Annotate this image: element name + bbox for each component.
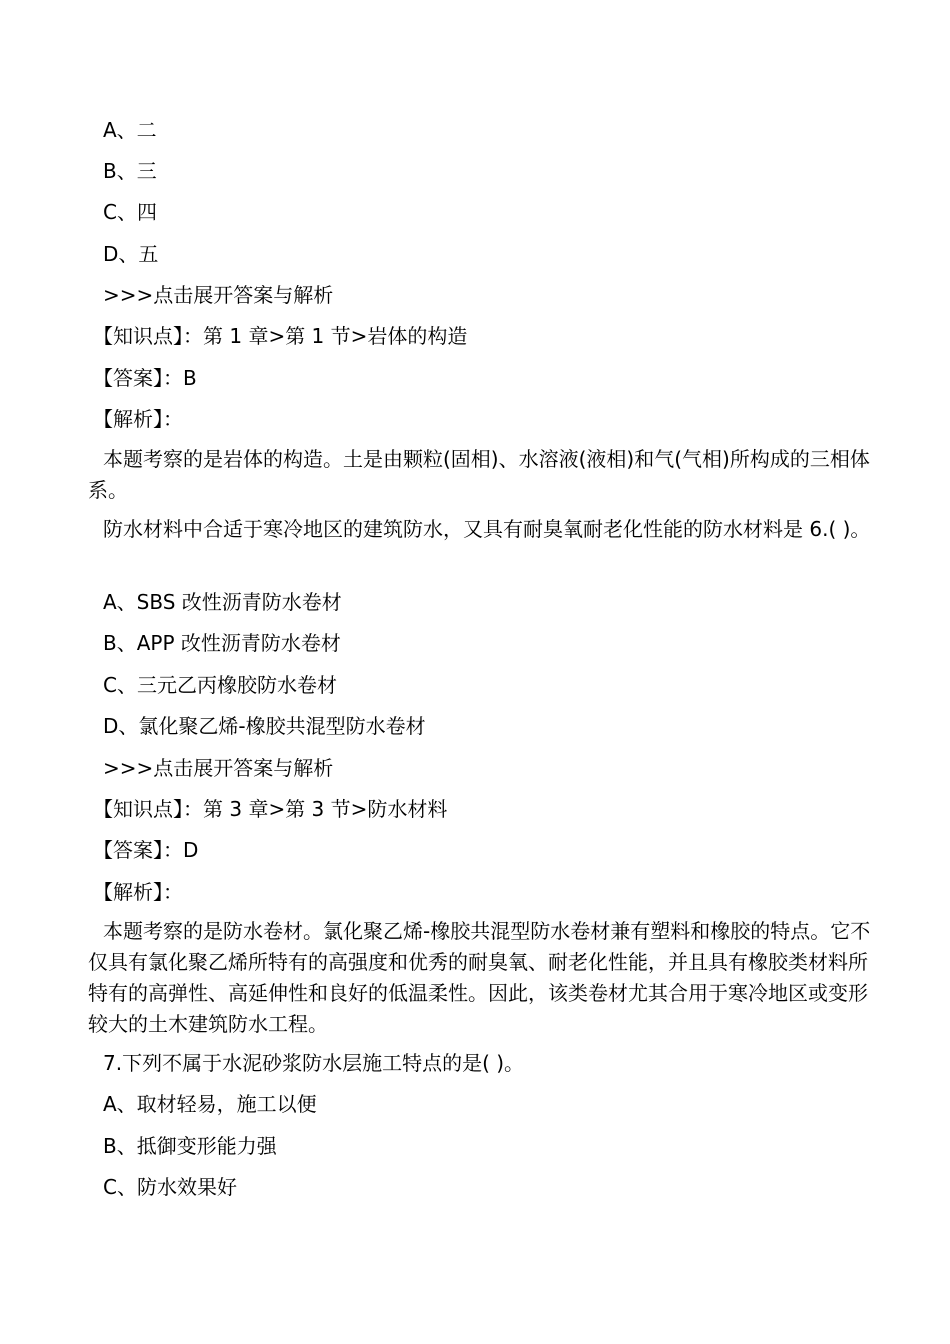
option-a: A、二 bbox=[103, 118, 157, 142]
option-a: A、取材轻易，施工以便 bbox=[103, 1092, 317, 1116]
analysis-label: 【解析】： bbox=[93, 407, 183, 431]
knowledge-point: 【知识点】：第 3 章>第 3 节>防水材料 bbox=[93, 797, 448, 821]
option-d: D、五 bbox=[103, 242, 159, 266]
option-d: D、氯化聚乙烯-橡胶共混型防水卷材 bbox=[103, 714, 426, 738]
analysis-label: 【解析】： bbox=[93, 880, 183, 904]
option-b: B、APP 改性沥青防水卷材 bbox=[103, 631, 341, 655]
option-b: B、抵御变形能力强 bbox=[103, 1134, 277, 1158]
question-text: 防水材料中合适于寒冷地区的建筑防水，又具有耐臭氧耐老化性能的防水材料是 6.( )。 bbox=[103, 517, 871, 541]
knowledge-point: 【知识点】：第 1 章>第 1 节>岩体的构造 bbox=[93, 324, 468, 348]
option-c: C、四 bbox=[103, 200, 157, 224]
option-b: B、三 bbox=[103, 159, 157, 183]
analysis-text: 本题考察的是岩体的构造。土是由颗粒(固相)、水溶液(液相)和气(气相)所构成的三相体系。 bbox=[88, 447, 870, 502]
expand-answer-link[interactable]: >>>点击展开答案与解析 bbox=[103, 283, 334, 307]
option-c: C、防水效果好 bbox=[103, 1175, 237, 1199]
analysis-text: 本题考察的是防水卷材。氯化聚乙烯-橡胶共混型防水卷材兼有塑料和橡胶的特点。它不仅具有氯化聚乙烯所特有的高强度和优秀的耐臭氧、耐老化性能，并且具有橡胶类材料所特有的高弹性、高延伸性和良好的低温柔性。因此，该类卷材尤其合用于寒冷地区或变形较大的土木建筑防水工程。 bbox=[88, 919, 871, 1036]
option-a: A、SBS 改性沥青防水卷材 bbox=[103, 590, 342, 614]
answer: 【答案】：D bbox=[93, 838, 199, 862]
expand-answer-link[interactable]: >>>点击展开答案与解析 bbox=[103, 756, 334, 780]
question-text: 7.下列不属于水泥砂浆防水层施工特点的是( )。 bbox=[103, 1051, 525, 1075]
answer: 【答案】：B bbox=[93, 366, 197, 390]
option-c: C、三元乙丙橡胶防水卷材 bbox=[103, 673, 337, 697]
